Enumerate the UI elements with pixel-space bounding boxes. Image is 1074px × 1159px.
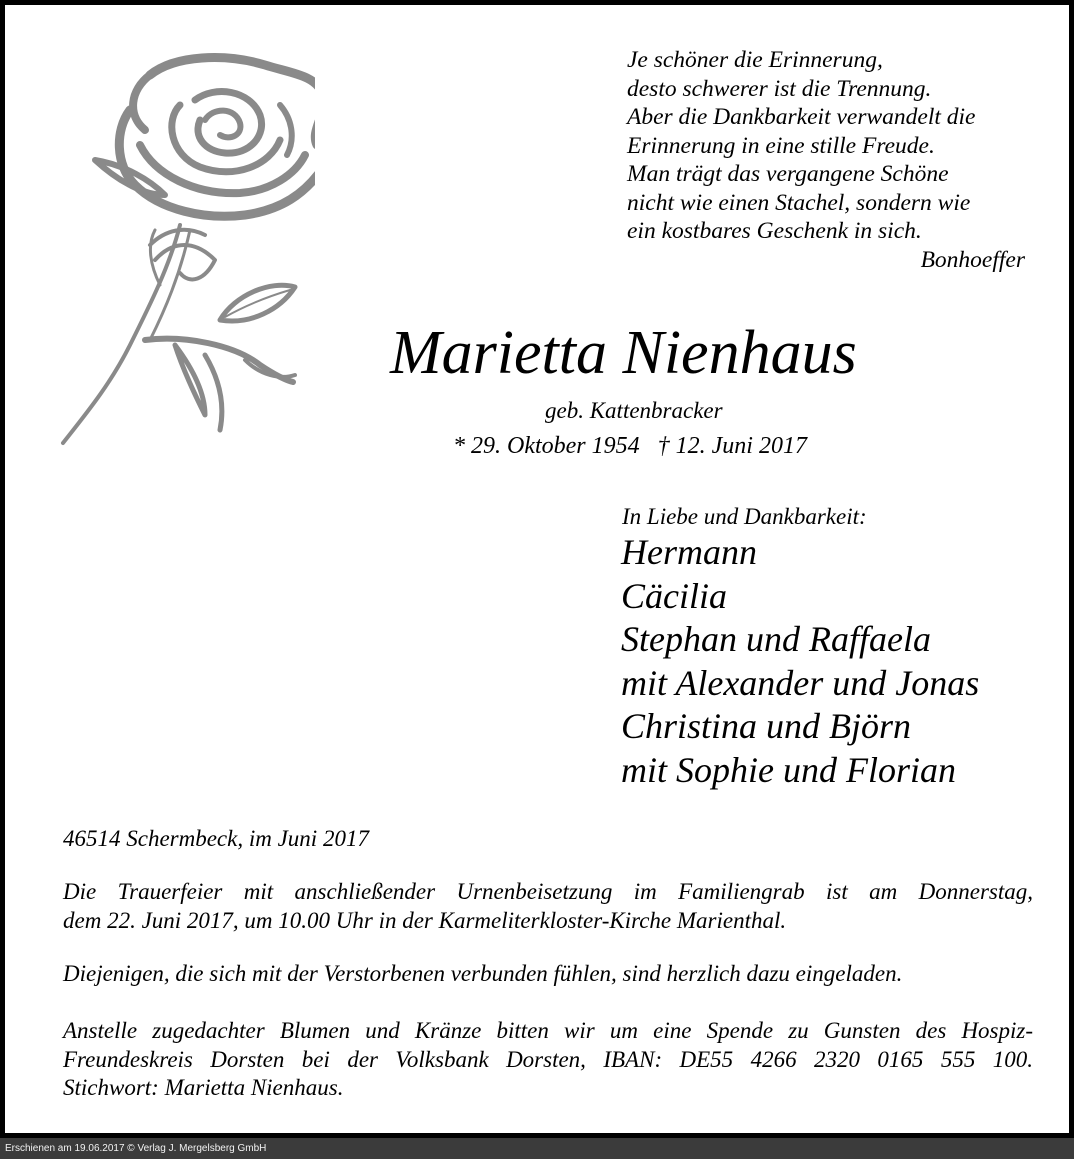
birth-date: * 29. Oktober 1954 [453, 433, 640, 459]
mourner-name: Stephan und Raffaela [621, 619, 931, 659]
poem-line: Je schöner die Erinnerung, [627, 47, 883, 73]
mourner-name: Hermann [621, 532, 757, 572]
ceremony-line: dem 22. Juni 2017, um 10.00 Uhr in der Karmeliterkloster-Kirche Marienthal. [63, 907, 787, 933]
deceased-name: Marietta Nienhaus [390, 319, 857, 387]
mourner-name: Cäcilia [621, 575, 727, 616]
mourners-list [621, 531, 979, 792]
poem-line: ein kostbares Geschenk in sich. [627, 218, 922, 244]
death-date: † 12. Juni 2017 [657, 433, 807, 459]
mourner-name: Christina und Björn [621, 706, 912, 746]
place-date: 46514 Schermbeck, im Juni 2017 [63, 826, 369, 851]
mourner-name: mit Alexander und Jonas [621, 662, 980, 703]
poem-line: Aber die Dankbarkeit verwandelt die [627, 104, 976, 130]
donation-line: Stichwort: Marietta Nienhaus. [63, 1075, 344, 1100]
footer-text: Erschienen am 19.06.2017 © Verlag J. Mergelsberg GmbH [5, 1143, 267, 1154]
poem-line: Erinnerung in eine stille Freude. [627, 132, 935, 159]
donation-line: Anstelle zugedachter Blumen und Kränze bitten wir um eine Spende zu Gunsten des Hospiz- [63, 1018, 1033, 1043]
rose-illustration [55, 45, 315, 455]
poem-author: Bonhoeffer [920, 246, 1025, 273]
mourners-intro: In Liebe und Dankbarkeit: [622, 504, 867, 529]
publication-footer [0, 1138, 1074, 1159]
donation-line: Freundeskreis Dorsten bei der Volksbank Dorsten, IBAN: DE55 4266 2320 0165 555 100. [63, 1046, 1033, 1072]
ceremony-line: Die Trauerfeier mit anschließender Urnenbeisetzung im Familiengrab ist am Donnerstag, [63, 879, 1033, 904]
mourner-name: mit Sophie und Florian [621, 749, 956, 790]
poem-line: Man trägt das vergangene Schöne [627, 161, 949, 187]
poem-line: nicht wie einen Stachel, sondern wie [627, 189, 971, 216]
invitation-text [63, 960, 1033, 989]
poem-line: desto schwerer ist die Trennung. [627, 75, 932, 102]
poem-block [627, 46, 1037, 274]
donation-text [63, 1017, 1033, 1103]
maiden-name: geb. Kattenbracker [545, 398, 723, 423]
invitation-line: Diejenigen, die sich mit der Verstorbenen verbunden fühlen, sind herzlich dazu eingeladen. [63, 961, 903, 986]
ceremony-text [63, 878, 1033, 935]
life-dates [453, 431, 807, 461]
